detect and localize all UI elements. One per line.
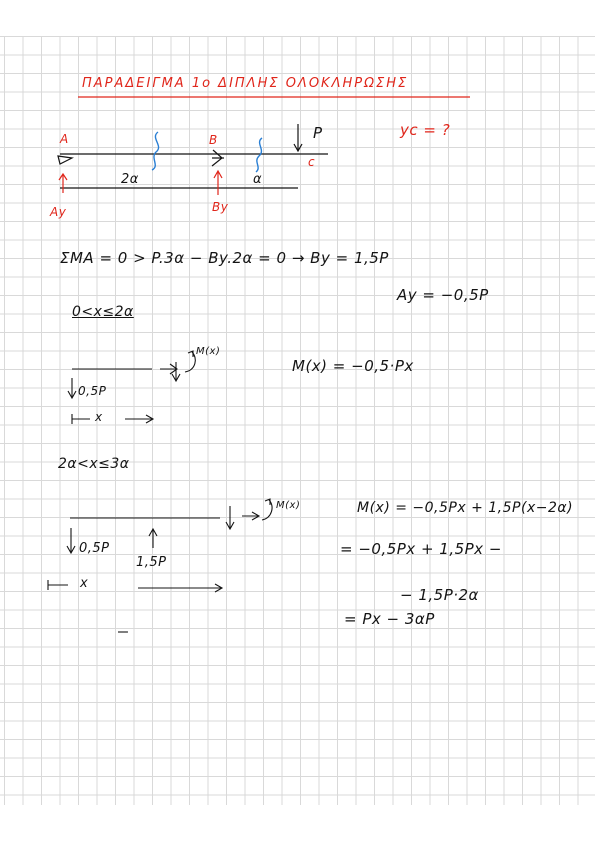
ay-result: Ay = −0,5P — [397, 286, 489, 304]
segment1-range: 0<x≤2α — [72, 304, 134, 320]
segment2-force1-label: 0,5P — [79, 541, 110, 556]
load-p-label: P — [313, 124, 323, 142]
segment2-x-arrow-icon — [48, 580, 222, 592]
segment1-moment-icon — [185, 351, 195, 372]
segment1-moment-label: M(x) — [196, 346, 221, 357]
segment2-range: 2α<x≤3α — [58, 456, 130, 472]
segment2-x-label: x — [80, 576, 89, 591]
segment2-eq-line2: = −0,5Px + 1,5Px − — [340, 540, 502, 558]
segment2-force2-label: 1,5P — [136, 555, 167, 570]
reaction-by-label: By — [212, 200, 229, 214]
segment2-moment-label: M(x) — [276, 500, 301, 511]
reaction-ay-label: Ay — [50, 205, 67, 219]
unknown-yc: yc = ? — [400, 121, 451, 139]
segment1-force-arrow-icon — [68, 378, 76, 398]
segment2-force1-arrow-icon — [67, 528, 75, 553]
moment-equation: ΣMA = 0 > P.3α − By.2α = 0 → By = 1,5P — [60, 249, 389, 267]
segment2-shear-icon — [226, 506, 234, 529]
segment2-eq-line1: M(x) = −0,5Px + 1,5P(x−2α) — [357, 500, 574, 516]
page-title: ΠΑΡΑΔΕΙΓΜΑ 1ο ΔΙΠΛΗΣ ΟΛΟΚΛΗΡΩΣΗΣ — [82, 76, 409, 91]
segment2-eq-line4: = Px − 3αP — [344, 610, 435, 628]
cut-mark-2-icon — [256, 138, 262, 172]
segment1-x-arrow-icon — [72, 414, 153, 424]
label-a: A — [60, 132, 69, 146]
segment2-eq-line3: − 1,5P·2α — [400, 586, 479, 604]
segment1-force-label: 0,5P — [78, 384, 107, 398]
arrow-ay-icon — [59, 174, 67, 193]
segment1-arrow-right-icon — [160, 364, 177, 374]
support-a-icon — [58, 156, 72, 164]
segment1-equation: M(x) = −0,5·Px — [292, 357, 414, 375]
label-c: c — [308, 155, 316, 169]
segment2-force2-arrow-icon — [149, 529, 157, 548]
segment2-arrow-right-icon — [242, 512, 259, 520]
support-b-icon — [212, 150, 224, 166]
length-bc-label: α — [253, 172, 263, 187]
cut-mark-1-icon — [152, 132, 159, 170]
arrow-by-icon — [214, 171, 222, 195]
label-b: B — [209, 133, 218, 147]
length-ab-label: 2α — [121, 172, 139, 187]
beam-diagram — [58, 124, 328, 195]
segment2-moment-icon — [262, 499, 272, 520]
segment1-x-label: x — [95, 410, 103, 424]
load-p-arrow-icon — [294, 124, 302, 151]
